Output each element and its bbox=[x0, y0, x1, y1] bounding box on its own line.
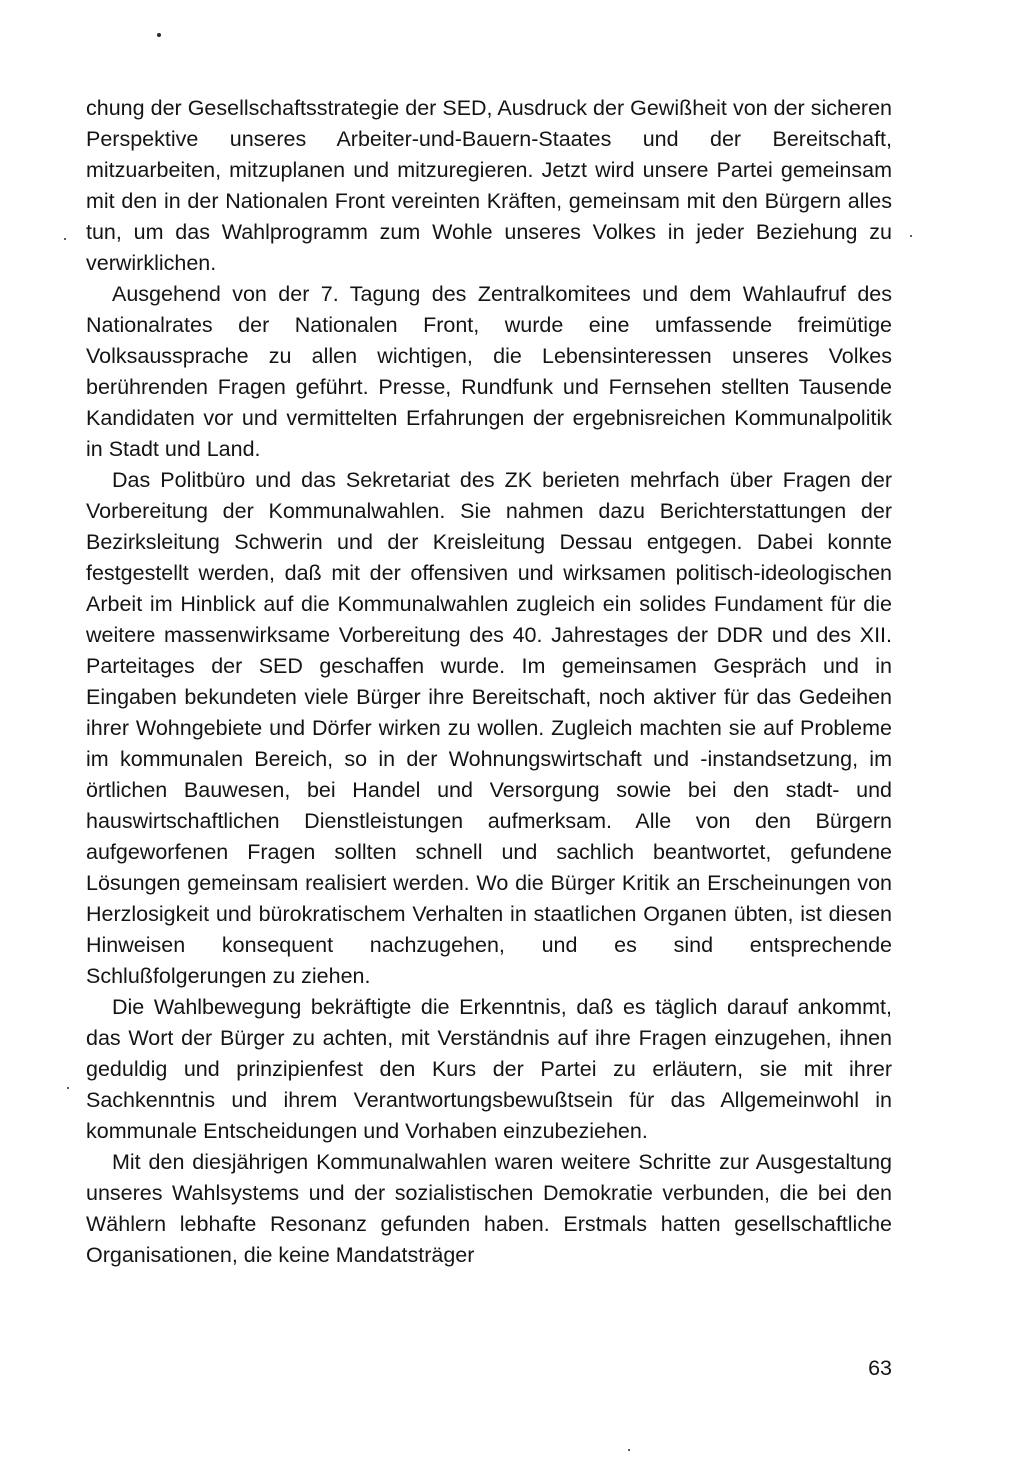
paragraph-2: Ausgehend von der 7. Tagung des Zentralkomitees und dem Wahlaufruf des Nationalrates der Nationalen Front, wurde eine umfassende freimütige Volksaussprache zu allen wichtigen, die Lebensinteressen unseres Volkes berührenden Fragen geführt. Presse, Rundfunk und Fernsehen stellten Tausende Kandidaten vor und vermittelten Erfahrungen der ergebnisreichen Kommunalpolitik in Stadt und Land. bbox=[86, 282, 892, 461]
scan-speck bbox=[67, 1087, 69, 1089]
page-number: 63 bbox=[868, 1356, 892, 1380]
paragraph-3: Das Politbüro und das Sekretariat des ZK berieten mehrfach über Fragen der Vorbereitung der Kommunalwahlen. Sie nahmen dazu Berichterstattungen der Bezirksleitung Schwerin und der Kreisleitung Dessau entgegen. Dabei konnte festgestellt werden, daß mit der offensiven und wirksamen politisch-ideologischen Arbeit im Hinblick auf die Kommunalwahlen zugleich ein solides Fundament für die weitere massenwirksame Vorbereitung des 40. Jahrestages der DDR und des XII. Parteitages der SED geschaffen wurde. Im gemeinsamen Gespräch und in Eingaben bekundeten viele Bürger ihre Bereitschaft, noch aktiver für das Gedeihen ihrer Wohngebiete und Dörfer wirken zu wollen. Zugleich machten sie auf Probleme im kommunalen Bereich, so in der Wohnungswirtschaft und -instandsetzung, im örtlichen Bauwesen, bei Handel und Versorgung sowie bei den stadt- und hauswirtschaftlichen Dienstleistungen aufmerksam. Alle von den Bürgern aufgeworfenen Fragen sollten schnell und sachlich beantwortet, gefundene Lösungen gemeinsam realisiert werden. Wo die Bürger Kritik an Erscheinungen von Herzlosigkeit und bürokratischem Verhalten in staatlichen Organen übten, ist diesen Hinweisen konsequent nachzugehen, und es sind entsprechende Schlußfolgerungen zu ziehen. bbox=[86, 468, 892, 988]
paragraph-1: chung der Gesellschaftsstrategie der SED, Ausdruck der Gewißheit von der sicheren Perspektive unseres Arbeiter-und-Bauern-Staates und der Bereitschaft, mitzuarbeiten, mitzuplanen und mitzuregieren. Jetzt wird unsere Partei gemeinsam mit den in der Nationalen Front vereinten Kräften, gemeinsam mit den Bürgern alles tun, um das Wahlprogramm zum Wohle unseres Volkes in jeder Beziehung zu verwirklichen. bbox=[86, 96, 892, 275]
paragraph-5: Mit den diesjährigen Kommunalwahlen waren weitere Schritte zur Ausgestaltung unseres Wahlsystems und der sozialistischen Demokratie verbunden, die bei den Wählern lebhafte Resonanz gefunden haben. Erstmals hatten gesellschaftliche Organisationen, die keine Mandatsträger bbox=[86, 1150, 892, 1267]
scan-speck bbox=[157, 33, 161, 37]
scan-speck bbox=[628, 1449, 630, 1451]
page-body bbox=[86, 93, 892, 1271]
paragraph-4: Die Wahlbewegung bekräftigte die Erkenntnis, daß es täglich darauf ankommt, das Wort der Bürger zu achten, mit Verständnis auf ihre Fragen einzugehen, ihnen geduldig und prinzipienfest den Kurs der Partei zu erläutern, sie mit ihrer Sachkenntnis und ihrem Verantwortungsbewußtsein für das Allgemeinwohl in kommunale Entscheidungen und Vorhaben einzubeziehen. bbox=[86, 995, 892, 1143]
scan-speck bbox=[64, 238, 66, 240]
scan-speck bbox=[910, 235, 912, 237]
